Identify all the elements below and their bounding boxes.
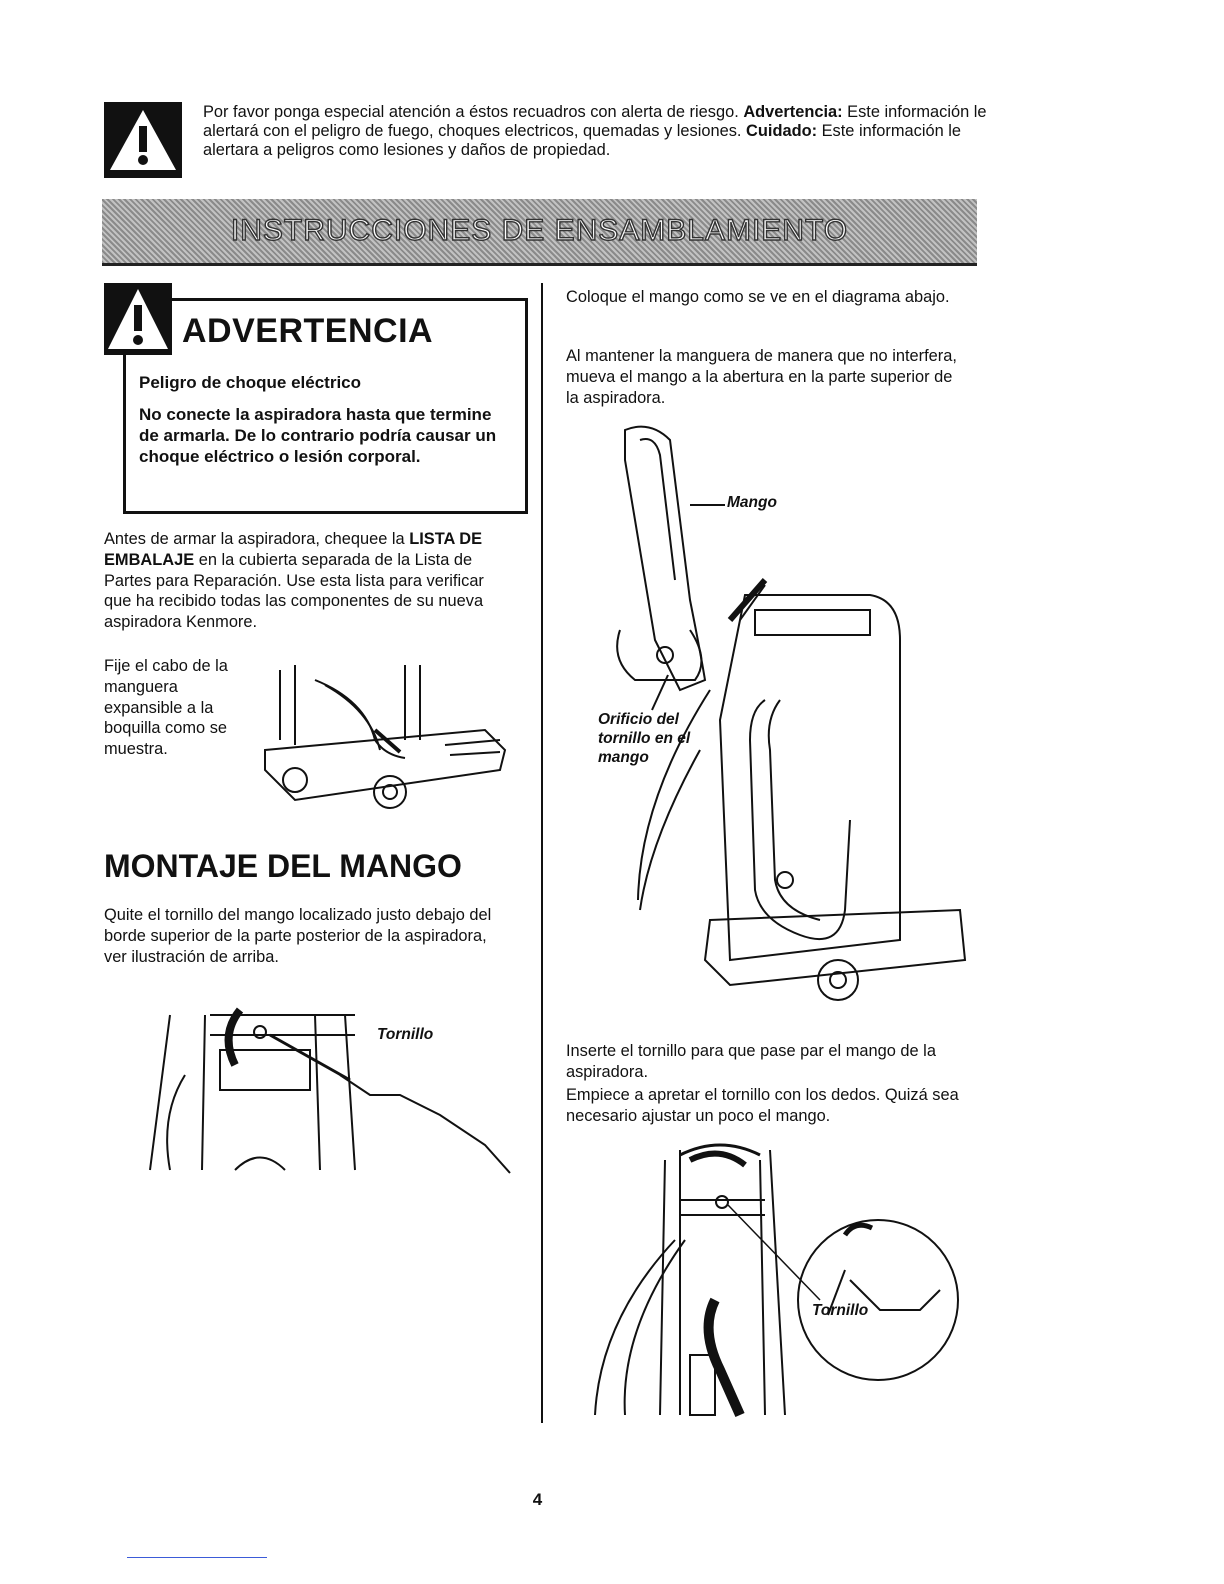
intro-bold: LISTA DE EMBALAJE bbox=[104, 530, 483, 569]
screw-insertion-illustration bbox=[580, 1140, 965, 1420]
montaje-paragraph: Quite el tornillo del mango localizado justo debajo del borde superior de la parte posterior de la aspiradora, ver ilustración de arriba. bbox=[104, 906, 492, 966]
cuidado-label: Cuidado: bbox=[746, 122, 818, 140]
mango-caption: Mango bbox=[727, 494, 777, 511]
advertencia-label: Advertencia: bbox=[743, 103, 843, 121]
safety-notice-text bbox=[203, 103, 993, 160]
warning-triangle-icon bbox=[104, 102, 182, 178]
orificio-caption: Orificio del tornillo en el mango bbox=[598, 711, 691, 766]
intro-after: en la cubierta separada de la Lista de Partes para Reparación. Use esta lista para verificar que ha recibido todas las componentes de su nueva aspiradora Kenmore. bbox=[104, 550, 484, 632]
page-number: 4 bbox=[532, 1490, 543, 1509]
intro-paragraph bbox=[104, 529, 504, 633]
screw-removal-illustration bbox=[140, 995, 515, 1175]
section-title: INSTRUCCIONES DE ENSAMBLAMIENTO bbox=[230, 214, 849, 247]
advertencia-text: Este información le alertará con el peligro de fuego, choques electricos, quemadas y lesiones. bbox=[203, 103, 987, 140]
section-banner bbox=[102, 199, 977, 266]
hose-instruction: Fije el cabo de la manguera expansible a la boquilla como se muestra. bbox=[104, 657, 228, 759]
warning-triangle-icon bbox=[104, 283, 172, 355]
cuidado-text: Este información le alertara a peligros como lesiones y daños de propiedad. bbox=[203, 122, 962, 159]
right-paragraph-3: Inserte el tornillo para que pase par el mango de la aspiradora. bbox=[566, 1042, 936, 1081]
right-paragraph-1: Coloque el mango como se ve en el diagrama abajo. bbox=[566, 288, 950, 306]
warning-subtitle: Peligro de choque eléctrico bbox=[139, 373, 362, 392]
tornillo-caption-right: Tornillo bbox=[812, 1302, 869, 1319]
intro-before: Antes de armar la aspiradora, chequee la bbox=[104, 530, 410, 548]
right-paragraph-2: Al mantener la manguera de manera que no interfera, mueva el mango a la abertura en la parte superior de la aspiradora. bbox=[566, 347, 957, 407]
column-divider bbox=[541, 283, 543, 1423]
notice-lead: Por favor ponga especial atención a éstos recuadros con alerta de riesgo. bbox=[203, 103, 744, 121]
warning-title: ADVERTENCIA bbox=[182, 312, 434, 350]
hose-attach-illustration bbox=[255, 660, 510, 810]
right-paragraph-4: Empiece a apretar el tornillo con los dedos. Quizá sea necesario ajustar un poco el mango. bbox=[566, 1086, 959, 1125]
tornillo-caption: Tornillo bbox=[377, 1026, 434, 1043]
warning-body: No conecte la aspiradora hasta que termine de armarla. De lo contrario podría causar un choque eléctrico o lesión corporal. bbox=[139, 405, 497, 466]
montaje-heading: MONTAJE DEL MANGO bbox=[104, 848, 462, 884]
footer-rule bbox=[127, 1557, 267, 1558]
